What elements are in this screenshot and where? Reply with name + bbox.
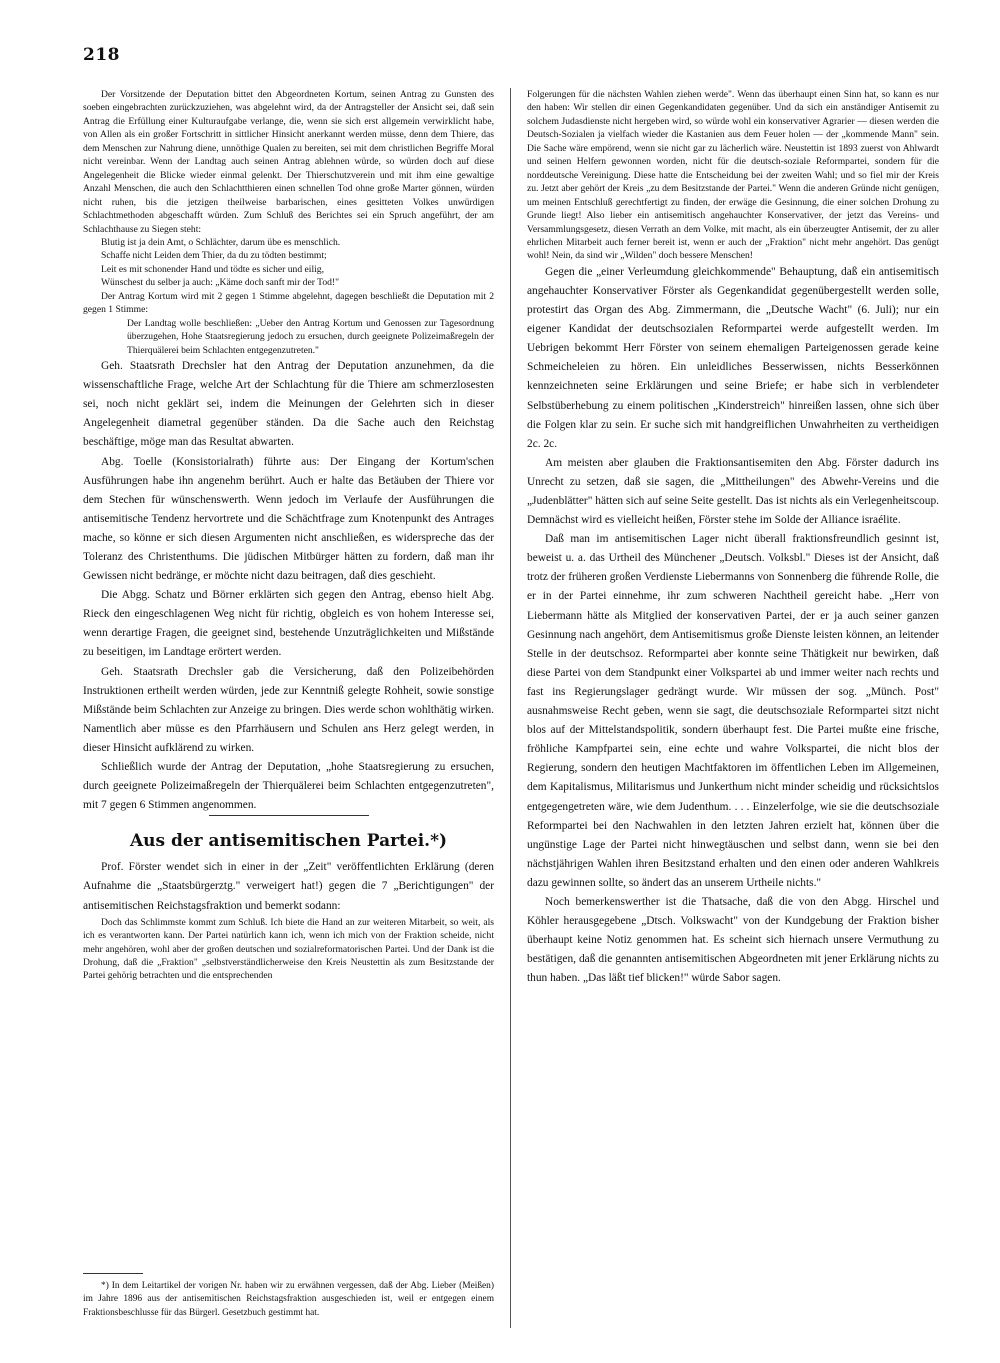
paragraph: Am meisten aber glauben die Fraktionsantisemiten den Abg. Förster dadurch ins Unrecht zu setzen, daß sie sagen, die „Mittheilungen" des Abwehr-Vereins und die „Judenblätter" hätten sich auf seine Seite gestellt. Das ist nichts als ein Verlegenheitscoup. Demnächst wird es vielleicht heißen, Förster stehe im Solde der Alliance israélite. — [527, 456, 939, 527]
paragraph: Die Abgg. Schatz und Börner erklärten sich gegen den Antrag, ebenso hielt Abg. Rieck den eingeschlagenen Weg nicht für richtig, obgleich es von hohem Interesse sei, wenn derartige Fragen, die geeignet sind, bestehende Unzuträglichkeiten und Mißstände zu beseitigen, im Landtage erörtert werden. — [83, 589, 494, 659]
poem-line: Leit es mit schonender Hand und tödte es sicher und eilig, — [101, 263, 324, 275]
paragraph: Geh. Staatsrath Drechsler gab die Versicherung, daß den Polizeibehörden Instruktionen ertheilt werden würden, jede zur Kenntniß gelegte Rohheit, sowie sonstige Mißstände beim Schlachten zur Anzeige zu bringen. Dies werde schon wohlthätig wirken. Namentlich aber müsse es den Pfarrhäusern und Schulen ans Herz gelegt werden, in dieser Hinsicht aufklärend zu wirken. — [83, 665, 494, 754]
paragraph: Doch das Schlimmste kommt zum Schluß. Ich biete die Hand an zur weiteren Mitarbeit, so weit, als ich es verantworten kann. Der Partei natürlich kann ich, wenn ich mich von der Fraktion scheide, nicht mehr angehören, wohl aber der großen deutschen und sozialreformatorischen Partei. Und der Dank ist die Drohung, daß die „Fraktion" „selbstverständlicherweise den Kreis Neustettin als zum Besitzstande der Partei gehörig betrachten und die entsprechenden — [83, 916, 494, 982]
poem-quote — [83, 236, 494, 290]
resolution-quote: Der Landtag wolle beschließen: „Ueber den Antrag Kortum und Genossen zur Tagesordnung überzugehen, Hohe Staatsregierung jedoch zu ersuchen, durch geeignete Polizeimaßregeln der Thierquälerei beim Schlachten entgegenzutreten." — [127, 317, 494, 356]
left-column — [83, 88, 494, 1318]
footnote-rule — [83, 1273, 143, 1274]
paragraph: Geh. Staatsrath Drechsler hat den Antrag der Deputation anzunehmen, da die wissenschaftliche Frage, welche Art der Schlachtung für die Thiere am schmerzlosesten sei, noch nicht geklärt sei, indem die Meinungen der Gelehrten sich in dieser Angelegenheit diametral gegenüber ständen. Da die Sache auch den Reichstag beschäftige, möge man das Resultat abwarten. — [83, 360, 494, 449]
paragraph: Der Antrag Kortum wird mit 2 gegen 1 Stimme abgelehnt, dagegen beschließt die Deputation mit 2 gegen 1 Stimme: — [83, 290, 494, 316]
right-column — [527, 88, 939, 988]
poem-line: Wünschest du selber ja auch: „Käme doch sanft mir der Tod!" — [101, 277, 340, 289]
paragraph: Abg. Toelle (Konsistorialrath) führte aus: Der Eingang der Kortum'schen Ausführungen habe ihn angenehm berührt. Auch er halte das Betäuben der Thiere vor dem Stechen für wünschenswerth. Wenn jedoch im Verlaufe der Ausführungen die antisemitische Tendenz hervortrete und die Schächtfrage zum Knotenpunkt des Antrages mache, so könne er sich diesen Argumenten nicht anschließen, es widerspreche das der Toleranz des Christenthums. Die jüdischen Mitbürger hätten zu fordern, daß man ihr Gewissen nicht bedränge, er möchte nicht dazu beitragen, daß dies geschieht. — [83, 455, 494, 583]
paragraph: Der Vorsitzende der Deputation bittet den Abgeordneten Kortum, seinen Antrag zu Gunsten des soeben eingebrachten zurückzuziehen, was abgelehnt wird, da der Antragsteller der Ansicht sei, daß sein Antrag die Erfüllung einer Kulturaufgabe verlange, die, wenn sie sich erst allgemein verwirklicht habe, von Allen als ein großer Fortschritt in sittlicher Hinsicht anerkannt werden müsse, denn dem Thiere, das dem Menschen zur Nahrung diene, unnöthige Qualen zu bereiten, sei mit dem christlichen Begriffe Moral nicht vereinbar. Wenn der Landtag auch seinen Antrag ablehnen würde, so würden doch auf diese Angelegenheit die Blicke wieder einmal gelenkt. Der Thierschutzverein und mit ihm eine gewaltige Anzahl Menschen, die auch den Schlachtthieren einen schnellen Tod ohne große Marter gönnen, würden nicht ruhen, bis die jetzigen theilweise barbarischen, eines gesitteten Volkes unwürdigen Schlachtmethoden abgeschafft würden. Zum Schluß des Berichtes sei ein Spruch angeführt, der am Schlachthause zu Siegen steht: — [83, 89, 494, 235]
footnote-block — [83, 1263, 494, 1320]
section-heading: Aus der antisemitischen Partei.*) — [129, 831, 448, 852]
poem-line: Blutig ist ja dein Amt, o Schlächter, darum übe es menschlich. — [101, 236, 341, 248]
paragraph: Folgerungen für die nächsten Wahlen ziehen werde". Wenn das überhaupt einen Sinn hat, so kann es nur den haben: Wir stellen dir einen Gegenkandidaten gegenüber. Und da sich ein anständiger Antisemit zu solchem Judasdienste nicht hergeben wird, so würde wohl ein konservativer Agrarier — diesen werden die Deutsch-Sozialen ja vielfach wieder die Kastanien aus dem Feuer holen — der „kommende Mann" sein. Die Sache wäre empörend, wenn sie nicht gar zu lächerlich wäre. Neustettin ist 1893 zuerst von Ahlwardt und seinen Helfern gewonnen worden, nicht für die deutsch-soziale Reformpartei, sondern für die norddeutsche Vereinigung. Diese hatte die Entscheidung bei der zweiten Wahl; und so fiel mir der Kreis zu. Jetzt aber gehört der Kreis „zu dem Besitzstande der Partei." Wenn die anderen Gründe nicht genügen, um meinen Entschluß gerechtfertigt zu finden, der erwäge die Gesinnung, die einer solchen Drohung zu Grunde liegt! Also lieber ein antisemitisch angehauchter Konservativer, der jetzt das Vereins- und Versammlungsgesetz, diesen Verrath an dem Volke, mit macht, als ein überzeugter Antisemit, der zu aller ehrlichen Mitarbeit auch ferner bereit ist, wenn er auch der „Fraktion" nicht mehr angehört. Das genügt wohl! Nein, da sind wir „Wilden" doch bessere Menschen! — [527, 89, 939, 262]
paragraph: Gegen die „einer Verleumdung gleichkommende" Behauptung, daß ein antisemitisch angehauchter Konservativer Förster als Gegenkandidat gegenübergestellt werden solle, protestirt das Organ des Abg. Zimmermann, die „Deutsche Wacht" (6. Juli); nur ein eigener Kandidat der deutschsozialen Reformpartei werde aufgestellt werden. Im Uebrigen bekommt Herr Förster von seinem ehemaligen Parteigenossen gerade keine Schmeicheleien zu hören. Ein unleidliches Besserwissen, nichts Besserkönnen kennzeichneten seine Erklärungen und seine Briefe; er habe sich in verblendeter Selbstüberhebung zu einem politischen „Kinderstreich" hinreißen lassen, ohne sich über die Folgen klar zu sein. Er suche sich mit handgreiflichen Unwahrheiten zu vertheidigen 2c. 2c. — [527, 265, 939, 450]
page-number: 218 — [83, 45, 120, 65]
paragraph: Schließlich wurde der Antrag der Deputation, „hohe Staatsregierung zu ersuchen, durch geeignete Polizeimaßregeln der Thierquälerei beim Schlachten entgegenzutreten", mit 7 gegen 6 Stimmen angenommen. — [83, 761, 494, 812]
paragraph: Prof. Förster wendet sich in einer in der „Zeit" veröffentlichten Erklärung (deren Aufnahme die „Staatsbürgerztg." verweigert hat!) gegen die 7 „Berichtigungen" der antisemitischen Reichstagsfraktion und bemerkt sodann: — [83, 861, 494, 912]
poem-line: Schaffe nicht Leiden dem Thier, da du zu tödten bestimmt; — [101, 250, 327, 262]
paragraph: Noch bemerkenswerther ist die Thatsache, daß die von den Abgg. Hirschel und Köhler herausgegebene „Dtsch. Volkswacht" von der Kundgebung der Fraktion bisher überhaupt keine Notiz genommen hat. Es scheint sich hiernach unsere Vermuthung zu bestätigen, daß die genannten antisemitischen Abgeordneten mit jener Erklärung nichts zu thun haben. „Das läßt tief blicken!" würde Sabor sagen. — [527, 895, 939, 985]
paragraph: Daß man im antisemitischen Lager nicht überall fraktionsfreundlich gesinnt ist, beweist u. a. das Urtheil des Münchener „Deutsch. Volksbl." Dieses ist der Ansicht, daß trotz der früheren großen Verdienste Liebermanns von Sonnenberg die führende Rolle, die er in der Partei einnehme, ihr zum schweren Nachtheil gereicht habe. „Herr von Liebermann hätte als Mitglied der konservativen Partei, der er ja auch seiner ganzen Gesinnung nach angehört, dem Antisemitismus große Dienste leisten können, an leitender Stelle in der deutschsoz. Reformpartei aber konnte seine Thätigkeit nur bewirken, daß diese Partei von dem Standpunkt einer Volkspartei ab und immer weiter nach rechts und fast ins Regierungslager gedrängt wurde. Wir müssen der sog. „Münch. Post" ausnahmsweise Recht geben, wenn sie sagt, die deutschsoziale Reformpartei sitzt nicht blos auf der Mittelstandspolitik, sondern überhaupt fest. Die Partei mußte eine frische, fröhliche Kampfpartei sein, eine echte und wahre Volkspartei, die nicht blos der Regierung, sondern den heutigen Machtfaktoren im öffentlichen Leben im Allgemeinen, dem Kapitalismus, Militarismus und Junkerthum nicht minder scheidig und rücksichtslos entgegengetreten wäre, wie dem Judenthum. . . . Einzelerfolge, wie sie die deutschsoziale Reformpartei bei den Nachwahlen in den letzten Jahren erzielt hat, können über die ungünstige Lage der Partei nicht hinwegtäuschen und selbst dann, wenn sie bei den nächstjährigen Wahlen ihren Besitzstand erhalten und den einen oder anderen Wahlkreis dazu gewinnen sollte, so ändert das an unserem Urtheile nichts." — [527, 533, 939, 889]
footnote: *) In dem Leitartikel der vorigen Nr. haben wir zu erwähnen vergessen, daß der Abg. Lieber (Meißen) im Jahre 1896 aus der antisemitischen Reichstagsfraktion ausgeschieden ist, weil er entgegen einem Fraktionsbeschlusse für das Bürgerl. Gesetzbuch gestimmt hat. — [83, 1281, 494, 1318]
heading-rule — [209, 815, 369, 816]
column-divider — [510, 88, 511, 1328]
